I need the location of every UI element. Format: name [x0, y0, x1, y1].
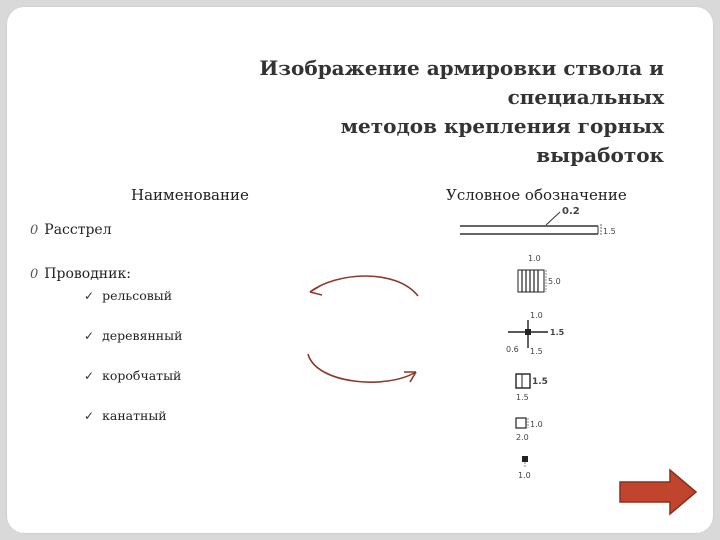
sub-item-rail	[84, 288, 172, 303]
extra-dim-bottom: 1.0	[518, 471, 531, 480]
symbol-wood	[504, 308, 584, 358]
wood-dim-top: 1.0	[530, 311, 543, 320]
title-line-2: методов крепления горных	[340, 114, 664, 138]
wood-dim-right: 1.5	[550, 328, 565, 337]
symbol-extra	[510, 450, 550, 484]
box-dim-bottom: 1.5	[516, 393, 529, 402]
list-item-rasstrel	[30, 222, 112, 238]
sub-item-box	[84, 368, 181, 383]
rasstrel-dim-right: 1.5	[603, 227, 616, 236]
sub-item-label: канатный	[102, 408, 167, 423]
curved-arrows	[296, 268, 436, 398]
rope-dim-bottom: 2.0	[516, 433, 529, 442]
check-icon: ✓	[84, 409, 95, 423]
box-dim-right: 1.5	[532, 377, 548, 387]
check-icon: ✓	[84, 369, 95, 383]
wood-dim-bottom-left: 0.6	[506, 345, 519, 354]
rasstrel-dim-top: 0.2	[562, 206, 580, 217]
slide	[6, 6, 714, 534]
rail-dim-right: 5.0	[548, 277, 561, 286]
sub-item-label: коробчатый	[102, 368, 182, 383]
title-line-1: Изображение армировки ствола и специальных	[259, 56, 664, 109]
check-icon: ✓	[84, 329, 95, 343]
symbol-rope	[510, 410, 570, 450]
rasstrel-label: Расстрел	[44, 222, 112, 238]
symbol-box	[510, 366, 570, 406]
arrow-curve-right	[308, 354, 416, 382]
bullet-marker: 0	[30, 223, 39, 238]
symbol-rail	[506, 250, 576, 300]
slide-title	[104, 54, 664, 170]
check-icon: ✓	[84, 289, 95, 303]
bullet-marker: 0	[30, 267, 39, 282]
sub-item-label: деревянный	[102, 328, 183, 343]
rope-dim-right: 1.0	[530, 420, 543, 429]
sub-item-rope	[84, 408, 167, 423]
rail-dim-top: 1.0	[528, 254, 541, 263]
wood-dim-bottom: 1.5	[530, 347, 543, 356]
sub-item-wood	[84, 328, 182, 343]
sub-item-label: рельсовый	[102, 288, 173, 303]
column-header-symbol: Условное обозначение	[446, 186, 627, 204]
list-item-provodnik	[30, 266, 131, 282]
title-line-3: выработок	[536, 143, 664, 167]
next-slide-button[interactable]	[618, 468, 698, 516]
arrow-curve-left	[310, 276, 418, 296]
column-header-name: Наименование	[131, 186, 249, 204]
symbol-rasstrel	[456, 202, 626, 246]
provodnik-label: Проводник:	[44, 266, 131, 282]
